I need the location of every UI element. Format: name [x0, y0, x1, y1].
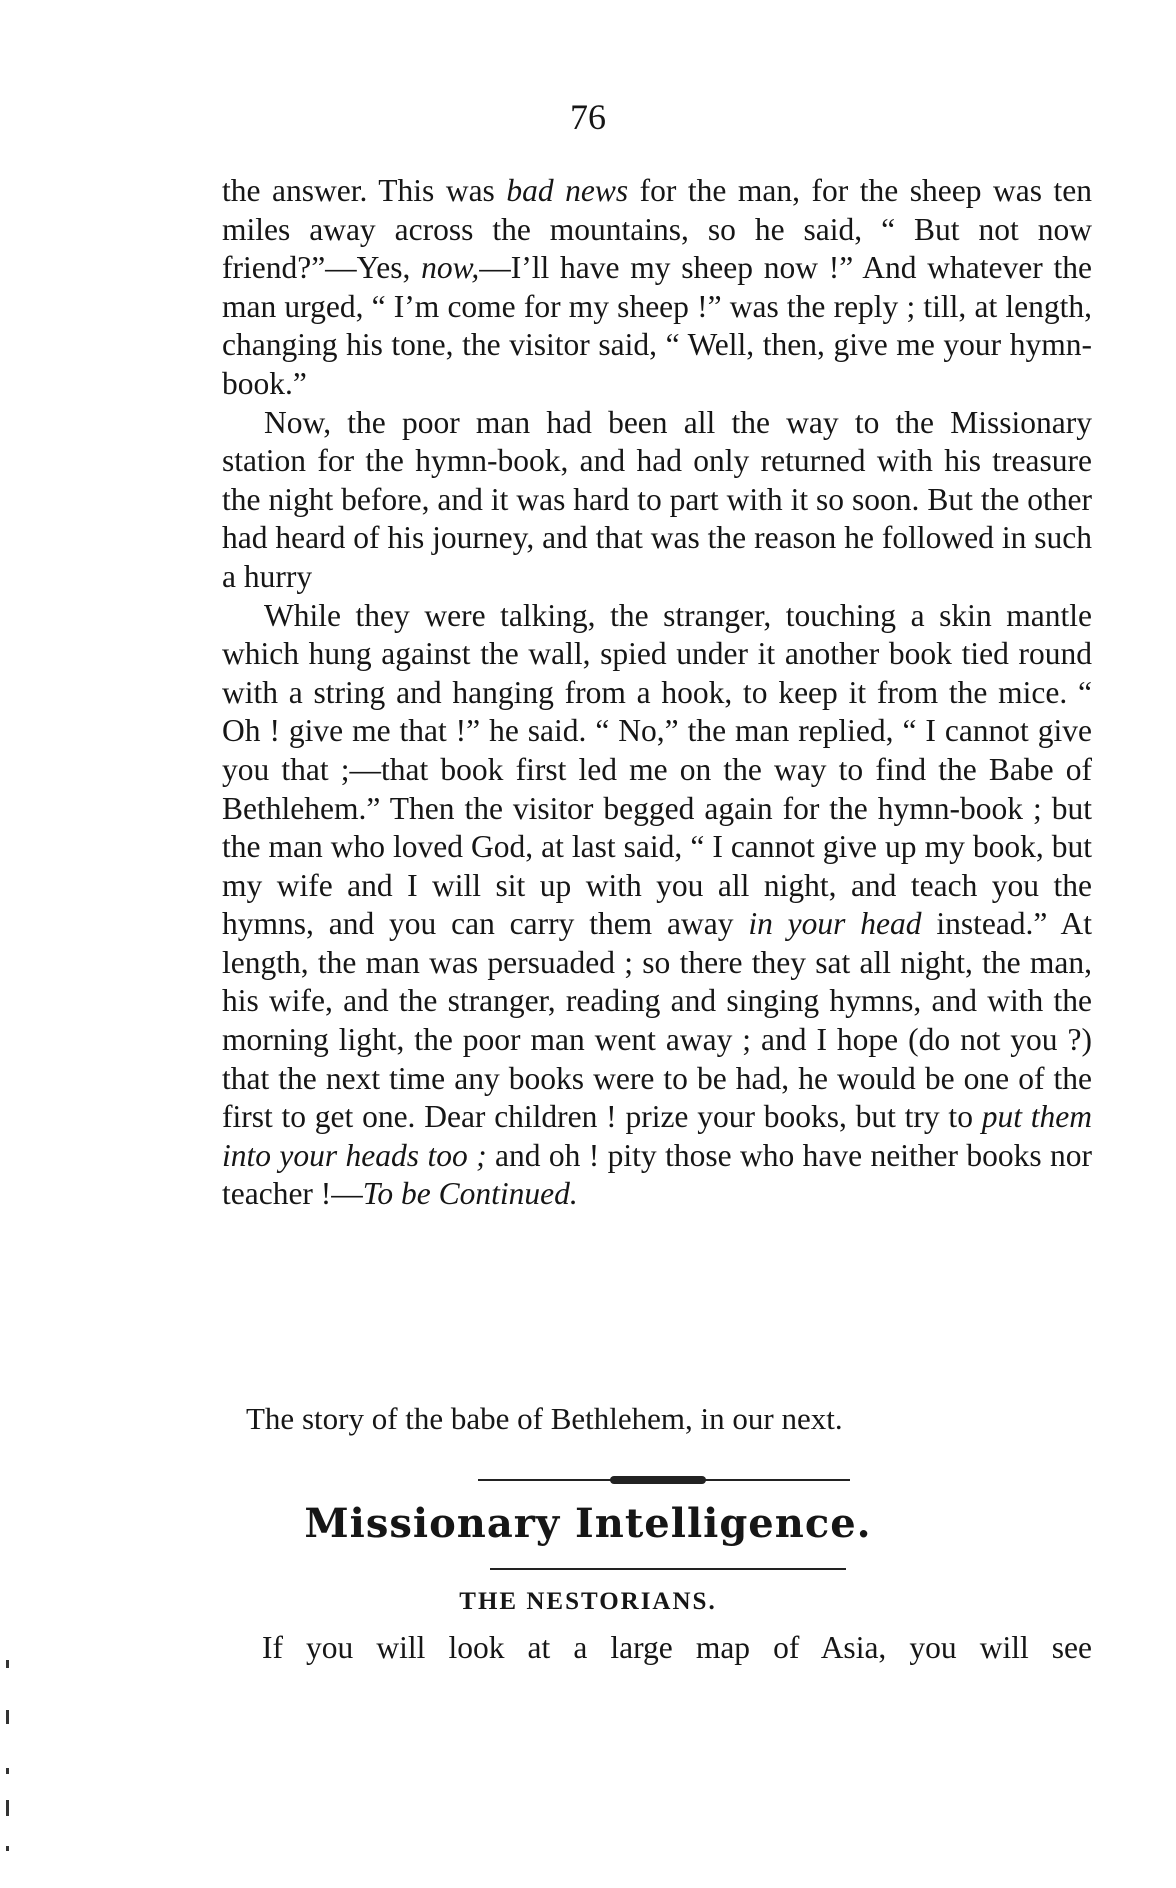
section-heading: Missionary Intelligence.: [304, 1500, 872, 1547]
article-opening-line: If you will look at a large map of Asia, you will see: [262, 1630, 1092, 1665]
divider-ornament: [610, 1476, 706, 1484]
margin-mark: [6, 1660, 9, 1668]
italic-phrase: To be Continued.: [362, 1176, 578, 1212]
italic-phrase: put them into your heads too ;: [222, 1099, 1092, 1173]
italic-phrase: bad news: [506, 173, 629, 208]
margin-mark: [6, 1846, 9, 1851]
next-issue-notice: The story of the babe of Bethlehem, in our next.: [246, 1401, 843, 1436]
italic-phrase: now,: [421, 250, 480, 286]
story-text: [222, 172, 1092, 1214]
story-paragraph-1: the answer. This was bad news for the man, for the sheep was ten miles away across the mountains, so he said, “ But not now friend?”—Yes, now,—I’ll have my sheep now !” And whatever the man urged, “ I’m come for my sheep !” was the reply ; till, at length, changing his tone, the visitor said, “ Well, then, give me your hymn-book.”: [222, 173, 1093, 401]
margin-mark: [6, 1710, 9, 1724]
italic-phrase: in your head: [748, 906, 922, 942]
margin-mark: [6, 1800, 9, 1816]
article-subheading: THE NESTORIANS.: [459, 1588, 717, 1615]
page-number: 76: [570, 97, 606, 137]
margin-mark: [6, 1768, 9, 1774]
story-paragraph-2: Now, the poor man had been all the way to the Missionary station for the hymn-book, and had only returned with his treasure the night before, and it was hard to part with it so soon. But the other had heard of his journey, and that was the reason he followed in such a hurry: [222, 404, 1092, 594]
heading-rule: [490, 1568, 846, 1570]
story-paragraph-3: While they were talking, the stranger, touching a skin mantle which hung against the wall, spied under it another book tied round with a string and hanging from a hook, to keep it from the mice. “ Oh ! give me that !” he said. “ No,” the man replied, “ I cannot give you that ;—that book first led me on the way to find the Babe of Bethlehem.” Then the visitor begged again for the hymn-book ; but the man who loved God, at last said, “ I cannot give up my book, but my wife and I will sit up with you all night, and teach you the hymns, and you can carry them away in your head instead.” At length, the man was persuaded ; so there they sat all night, the man, his wife, and the stranger, reading and singing hymns, and with the morning light, the poor man went away ; and I hope (do not you ?) that the next time any books were to be had, he would be one of the first to get one. Dear children ! prize your books, but try to put them into your heads too ; and oh ! pity those who have neither books nor teacher !—To be Continued.: [222, 597, 1093, 1212]
